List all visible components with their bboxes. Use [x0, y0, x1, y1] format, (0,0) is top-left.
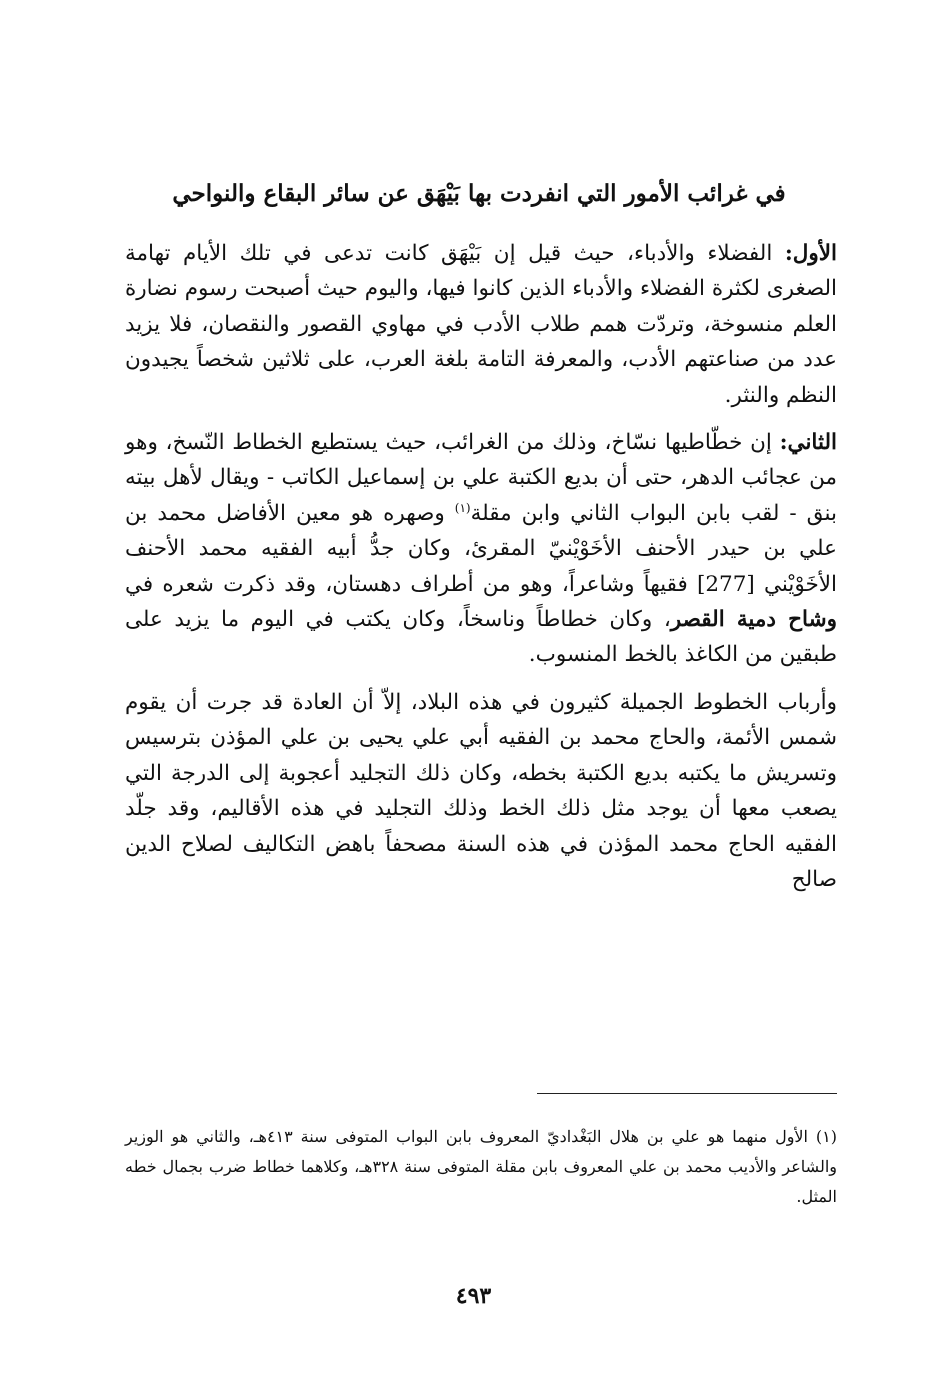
page-number: ٤٩٣ — [455, 1283, 492, 1309]
paragraph-text: وصهره هو معين الأفاضل محمد بن علي بن حيدر الأحنف الأخَوْيْنيّ المقرئ، وكان جدُّ أبيه الفقيه محمد الأحنف الأخَوْيْني [277] فقيهاً وشاعراً، وهو من أطراف دهستان، وقد ذكرت شعره في — [125, 500, 837, 597]
body-text — [125, 236, 837, 909]
section-heading: في غرائب الأمور التي انفردت بها بَيْهَق عن سائر البقاع والنواحي — [172, 180, 786, 207]
paragraph-lead: الأول: — [784, 241, 837, 266]
paragraph — [125, 685, 837, 897]
paragraph — [125, 425, 837, 673]
footnote-divider — [537, 1093, 837, 1094]
paragraph-text: الفضلاء والأدباء، حيث قيل إن بَيْهَق كانت تدعى في تلك الأيام تهامة الصغرى لكثرة الفضلاء والأدباء الذين كانوا فيها، واليوم حيث أصبحت رسوم نضارة العلم منسوخة، وتردّت همم طلاب الأدب في مهاوي القصور والنقصان، فلا يزيد عدد من صناعتهم الأدب، والمعرفة التامة بلغة العرب، على ثلاثين شخصاً يجيدون النظم والنثر. — [125, 241, 837, 408]
footnote-marker: (١) — [454, 500, 471, 515]
footnote: (١) الأول منهما هو علي بن هلال البَغْداديّ المعروف بابن البواب المتوفى سنة ٤١٣هـ، والثاني هو الوزير والشاعر والأديب محمد بن علي المعروف بابن مقلة المتوفى سنة ٣٢٨هـ، وكلاهما خطاط ضرب بجمال خطه المثل. — [125, 1127, 838, 1206]
book-title: وشاح دمية القصر — [670, 607, 837, 633]
paragraph-text: ، وكان خطاطاً وناسخاً، وكان يكتب في اليوم ما يزيد على طبقين من الكاغذ بالخط المنسوب. — [125, 607, 837, 668]
paragraph-lead: الثاني: — [779, 430, 837, 456]
paragraph — [125, 236, 837, 413]
paragraph-text: وأرباب الخطوط الجميلة كثيرون في هذه البلاد، إلاّ أن العادة قد جرت أن يقوم شمس الأئمة، والحاج محمد بن الفقيه أبي علي يحيى بن علي المؤذن بترسيس وتسريش ما يكتبه بديع الكتبة بخطه، وكان ذلك التجليد أعجوبة إلى الدرجة التي يصعب معها أن يوجد مثل ذلك الخط وذلك التجليد في هذه الأقاليم، وقد جلّد الفقيه الحاج محمد المؤذن في هذه السنة مصحفاً باهض التكاليف لصلاح الدين صالح — [125, 689, 837, 892]
paragraph-text: إن خطّاطيها نسّاخ، وذلك من الغرائب، حيث يستطيع الخطاط النّسخ، وهو من عجائب الدهر، حتى أن بديع الكتبة علي بن إسماعيل الكاتب - ويقال لأهل بيته بنق - لقب بابن البواب الثاني وابن مقلة — [125, 430, 837, 526]
